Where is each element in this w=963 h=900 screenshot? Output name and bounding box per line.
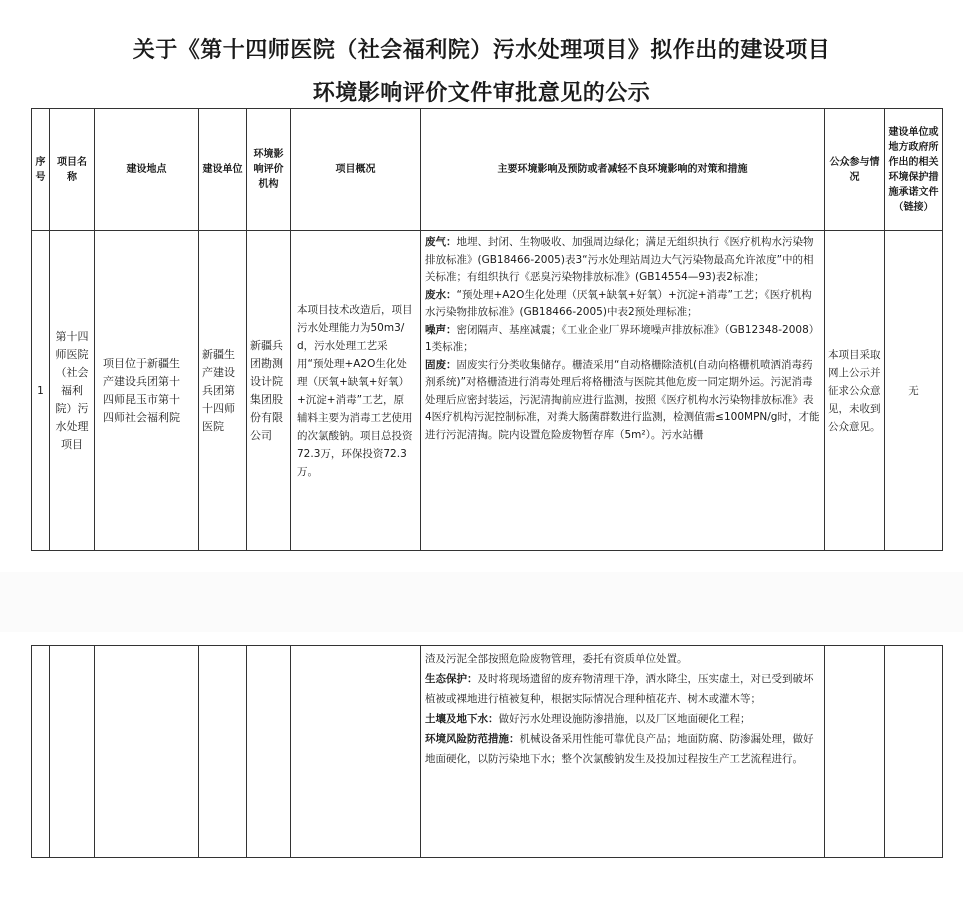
header-seq: 序号: [32, 109, 50, 231]
measure-label: 废气：: [425, 236, 457, 248]
page-break: [0, 572, 963, 632]
measure-item: [425, 287, 820, 322]
measure-item: [425, 729, 820, 769]
header-row: [32, 109, 943, 231]
header-builder: 建设单位: [199, 109, 247, 231]
empty-cell: [32, 646, 50, 858]
header-commitment: 建设单位或地方政府所作出的相关环境保护措施承诺文件（链接）: [885, 109, 943, 231]
document-title-line1: 关于《第十四师医院（社会福利院）污水处理项目》拟作出的建设项目: [132, 38, 831, 63]
header-overview: 项目概况: [291, 109, 421, 231]
empty-cell: [291, 646, 421, 858]
approval-table-page2: [31, 645, 943, 858]
measure-label: 环境风险防范措施：: [425, 733, 520, 745]
measure-item: [425, 669, 820, 709]
header-measures: 主要环境影响及预防或者减轻不良环境影响的对策和措施: [421, 109, 825, 231]
measure-label: 固废：: [425, 358, 457, 371]
row-seq: 1: [32, 231, 50, 551]
row-commitment: 无: [885, 231, 943, 551]
measure-label: 土壤及地下水：: [425, 713, 499, 725]
row-location: 项目位于新疆生产建设兵团第十四师昆玉市第十四师社会福利院: [95, 231, 199, 551]
empty-cell: [247, 646, 291, 858]
measure-text: 及时将现场遗留的废弃物清理干净，洒水降尘，压实虚土，对已受到破坏植被或裸地进行植被复种，根据实际情况合理种植花卉、树木或灌木等；: [425, 673, 814, 705]
measure-text: 固废实行分类收集储存。栅渣采用“自动格栅除渣机(自动向格栅机喷洒消毒药剂系统)”对格栅渣进行消毒处理后将格栅渣与医院其他危废一同定期外运。污泥消毒处理后应密封装运，污泥清掏前应进行监测，按照《医疗机构水污染物排放标准》表4医疗机构污泥控制标准，对粪大肠菌群数进行监测，检测值需≤100MPN/g时，才能进行污泥清掏。院内设置危险废物暂存库（5m²）。污水站栅: [425, 358, 820, 441]
approval-table-page1: [31, 108, 943, 551]
measure-item: [425, 234, 820, 287]
row-public-participation: 本项目采取网上公示并征求公众意见，未收到公众意见。: [825, 231, 885, 551]
measure-item: [425, 709, 820, 729]
measure-text: “预处理+A2O生化处理（厌氧+缺氧+好氧）+沉淀+消毒”工艺；《医疗机构水污染物排放标准》(GB18466-2005)中表2预处理标准；: [425, 288, 812, 318]
header-project-name: 项目名称: [50, 109, 95, 231]
row-measures-page2: [421, 646, 825, 858]
empty-cell: [50, 646, 95, 858]
measure-text: 渣及污泥全部按照危险废物管理，委托有资质单位处置。: [425, 653, 688, 665]
empty-cell: [95, 646, 199, 858]
row-overview: 本项目技术改造后，项目污水处理能力为50m3/d，污水处理工艺采用“预处理+A2O生化处理（厌氧+缺氧+好氧）+沉淀+消毒”工艺，原辅料主要为消毒工艺使用的次氯酸钠。项目总投资72.3万，环保投资72.3万。: [291, 231, 421, 551]
measure-text: 做好污水处理设施防渗措施，以及厂区地面硬化工程；: [498, 713, 751, 725]
empty-cell: [825, 646, 885, 858]
measure-text: 密闭隔声、基座减震；《工业企业厂界环境噪声排放标准》（GB12348-2008）1类标准；: [425, 323, 820, 353]
table-row: [32, 646, 943, 858]
measure-item: [425, 649, 820, 669]
document-title-line2: 环境影响评价文件审批意见的公示: [312, 81, 651, 106]
measure-item: [425, 357, 820, 445]
header-location: 建设地点: [95, 109, 199, 231]
row-measures-page1: [421, 231, 825, 551]
measure-label: 废水：: [425, 288, 457, 301]
measure-label: 生态保护：: [425, 673, 478, 685]
empty-cell: [199, 646, 247, 858]
measure-label: 噪声：: [425, 323, 457, 336]
empty-cell: [885, 646, 943, 858]
row-project-name: 第十四师医院（社会福利院）污水处理项目: [50, 231, 95, 551]
header-eia-org: 环境影响评价机构: [247, 109, 291, 231]
measure-text: 机械设备采用性能可靠优良产品；地面防腐、防渗漏处理，做好地面硬化，以防污染地下水；整个次氯酸钠发生及投加过程按生产工艺流程进行。: [425, 733, 814, 765]
measure-text: 地埋、封闭、生物吸收、加强周边绿化；满足无组织执行《医疗机构水污染物排放标准》(GB18466-2005)表3“污水处理站周边大气污染物最高允许浓度”中的相关标准；有组织执行《恶臭污染物排放标准》(GB14554—93)表2标准；: [425, 236, 814, 283]
row-builder: 新疆生产建设兵团第十四师医院: [199, 231, 247, 551]
row-eia-org: 新疆兵团勘测设计院集团股份有限公司: [247, 231, 291, 551]
header-public: 公众参与情况: [825, 109, 885, 231]
table-row: [32, 231, 943, 551]
measure-item: [425, 322, 820, 357]
